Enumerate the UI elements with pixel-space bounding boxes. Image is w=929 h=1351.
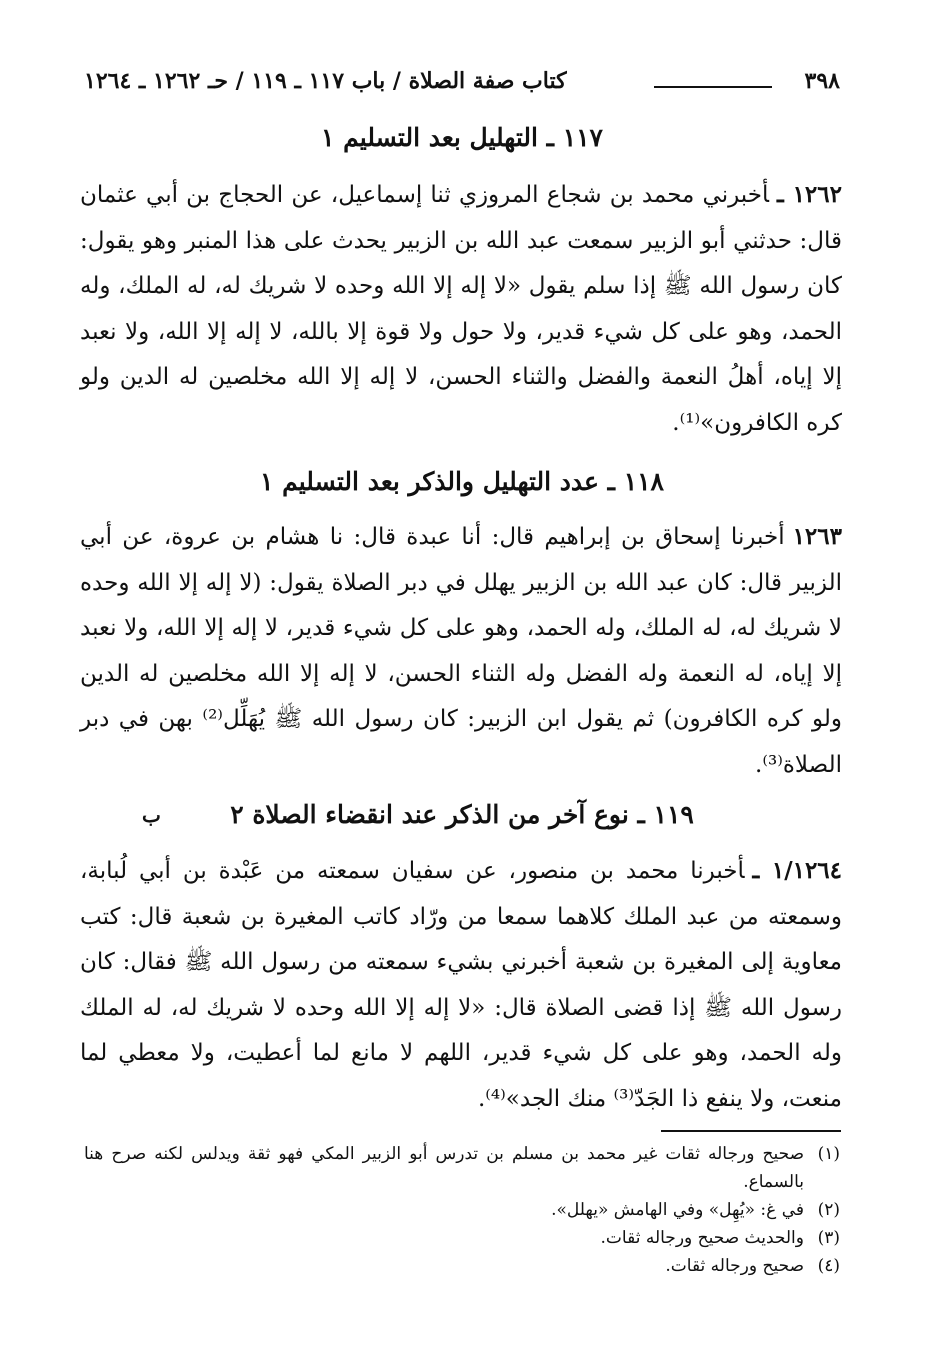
section-heading-text: ١١٩ ـ نوع آخر من الذكر عند انقضاء الصلاة ٢	[230, 800, 694, 829]
hadith-text: أخبرنا محمد بن منصور، عن سفيان سمعته من عَبْدة بن أبي لُبابة، وسمعته من عبد الملك كلاهما سمعا من ورّاد كاتب المغيرة بن شعبة قال: كتب معاوية إلى المغيرة بن شعبة أخبرني بشيء سمعته من رسول الله ﷺ فقال: كان رسول الله ﷺ إذا قضى الصلاة قال: «لا إله إلا الله وحده لا شريك له، له الملك وله الحمد، وهو على كل شيء قدير، اللهم لا مانع لما أعطيت، ولا معطي لما منعت، ولا ينفع ذا الجَدّ⁽³⁾ منك الجد»⁽⁴⁾.	[80, 858, 842, 1112]
section-margin-mark: ب	[142, 803, 161, 827]
hadith-1262	[80, 172, 842, 447]
footnotes	[84, 1140, 840, 1280]
section-heading-text: ١١٨ ـ عدد التهليل والذكر بعد التسليم ١	[259, 467, 664, 496]
hadith-1264-1	[80, 848, 842, 1123]
running-head-title: كتاب صفة الصلاة / باب ١١٧ ـ ١١٩ / حـ ١٢٦٢ ـ ١٢٦٤	[84, 68, 567, 94]
hadith-number: ١٢٦٢ ـ	[776, 181, 842, 208]
footnote-number: (٢)	[817, 1200, 840, 1220]
footnote-number: (١)	[817, 1144, 840, 1164]
hadith-number: ١٢٦٣	[792, 523, 842, 550]
footnote-text: في غ: «يُهِل» وفي الهامش «يهلل».	[551, 1200, 804, 1220]
footnote-item	[84, 1224, 840, 1252]
section-heading-119	[84, 795, 840, 835]
section-heading-text: ١١٧ ـ التهليل بعد التسليم ١	[321, 123, 603, 152]
hadith-text: أخبرني محمد بن شجاع المروزي ثنا إسماعيل، عن الحجاج بن أبي عثمان قال: حدثني أبو الزبير سمعت عبد الله بن الزبير يحدث على هذا المنبر وهو يقول: كان رسول الله ﷺ إذا سلم يقول «لا إله إلا الله وحده لا شريك له، له الملك، وله الحمد، وهو على كل شيء قدير، ولا حول ولا قوة إلا بالله، لا إله إلا الله، ولا نعبد إلا إياه، أهلُ النعمة والفضل والثناء الحسن، لا إله إلا الله مخلصين له الدين ولو كره الكافرون»⁽¹⁾.	[80, 182, 842, 436]
footnote-number: (٣)	[817, 1228, 840, 1248]
footnote-item	[84, 1196, 840, 1224]
footnote-item	[84, 1140, 840, 1196]
footnote-text: صحيح ورجاله ثقات غير محمد بن مسلم بن تدرس أبو الزبير المكي فهو ثقة ويدلس لكنه صرح هنا بالسماع.	[84, 1144, 804, 1192]
running-head-rule	[654, 86, 772, 88]
hadith-number: ١/١٢٦٤ ـ	[752, 857, 843, 884]
footnote-item	[84, 1252, 840, 1280]
hadith-text: أخبرنا إسحاق بن إبراهيم قال: أنا عبدة قال: نا هشام بن عروة، عن أبي الزبير قال: كان عبد الله بن الزبير يهلل في دبر الصلاة يقول: (لا إله إلا الله وحده لا شريك له، له الملك، وله الحمد، وهو على كل شيء قدير، لا إله إلا الله، ولا نعبد إلا إياه، له النعمة وله الفضل وله الثناء الحسن، لا إله إلا الله مخلصين له الدين ولو كره الكافرون) ثم يقول ابن الزبير: كان رسول الله ﷺ يُهَلِّل⁽²⁾ بهن في دبر الصلاة⁽³⁾.	[80, 524, 843, 778]
footnote-text: والحديث صحيح ورجاله ثقات.	[600, 1228, 804, 1248]
section-heading-117	[84, 118, 840, 158]
page-number: ٣٩٨	[804, 68, 840, 94]
footnote-separator	[661, 1130, 841, 1132]
section-heading-118	[84, 462, 840, 502]
running-head	[84, 64, 840, 98]
footnote-text: صحيح ورجاله ثقات.	[665, 1256, 804, 1276]
footnote-number: (٤)	[817, 1256, 840, 1276]
hadith-1263	[80, 514, 842, 789]
